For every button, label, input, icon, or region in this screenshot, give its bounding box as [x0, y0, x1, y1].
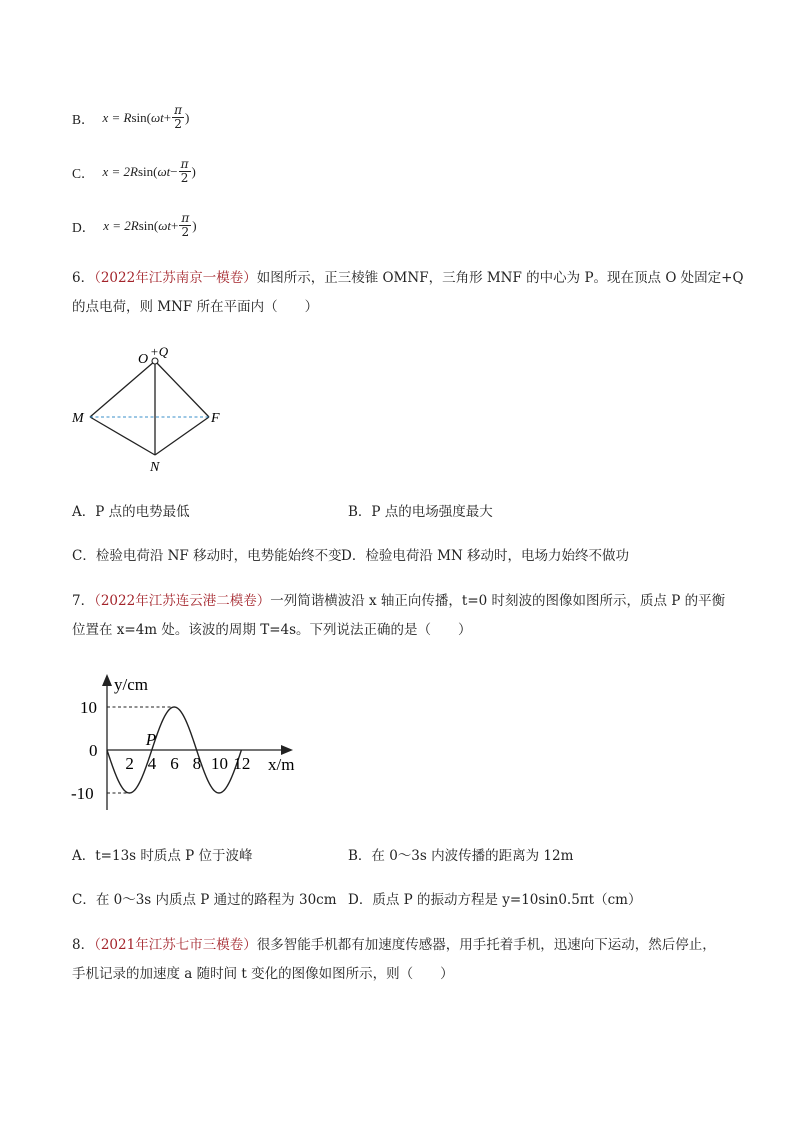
- q6-option-c: C．检验电荷沿 NF 移动时，电势能始终不变: [72, 548, 342, 564]
- edge-of: [155, 361, 209, 417]
- formula-func: sin(: [138, 163, 158, 179]
- edge-nf: [155, 417, 209, 455]
- option-c-row: [72, 158, 196, 185]
- q7-option-b: B．在 0～3s 内波传播的距离为 12m: [348, 848, 574, 864]
- q7-option-a: A．t=13s 时质点 P 位于波峰: [72, 848, 253, 864]
- edge-mn: [90, 417, 155, 455]
- q8-line-2: 手机记录的加速度 a 随时间 t 变化的图像如图所示，则（ ）: [72, 966, 454, 982]
- wave-axes: [102, 674, 294, 810]
- edge-om: [90, 361, 155, 417]
- fraction: [179, 212, 191, 239]
- q6-line-1: [72, 268, 744, 288]
- question-number: 8．: [72, 937, 95, 953]
- formula-close: ): [185, 109, 190, 125]
- x-tick-label: 10: [211, 754, 228, 773]
- question-text: 很多智能手机都有加速度传感器，用手托着手机，迅速向下运动，然后停止，: [256, 937, 716, 953]
- label-n: N: [150, 460, 160, 475]
- option-letter: D．: [72, 219, 96, 235]
- x-tick-label: 8: [192, 754, 202, 773]
- q7-line-1: [72, 591, 725, 611]
- q8-line-1: [72, 935, 716, 955]
- pyramid-figure: [66, 335, 236, 485]
- q6-option-b: B．P 点的电场强度最大: [348, 504, 493, 520]
- question-number: 7．: [72, 593, 95, 609]
- x-tick-label: 2: [125, 754, 134, 773]
- label-q: +Q: [150, 344, 169, 359]
- fraction: [179, 158, 191, 185]
- x-tick-label: 6: [170, 754, 179, 773]
- q6-line-2: 的点电荷，则 MNF 所在平面内（ ）: [72, 299, 319, 315]
- fraction-denominator: 2: [180, 171, 189, 185]
- question-source: （2021年江苏七市三模卷）: [94, 937, 257, 953]
- question-text: 一列简谐横波沿 x 轴正向传播，t=0 时刻波的图像如图所示，质点 P 的平衡: [270, 593, 726, 609]
- fraction-numerator: π: [174, 103, 183, 117]
- fraction-numerator: π: [180, 157, 189, 171]
- fraction-denominator: 2: [174, 117, 182, 131]
- x-tick-label: 12: [233, 754, 251, 773]
- fraction-denominator: 2: [181, 225, 190, 239]
- formula-close: ): [191, 163, 196, 179]
- fraction-numerator: π: [181, 211, 190, 225]
- question-source: （2022年江苏连云港二模卷）: [94, 593, 271, 609]
- x-tick-label: 4: [147, 754, 157, 773]
- formula-lhs: x = 2R: [103, 217, 139, 233]
- label-m: M: [72, 411, 84, 426]
- formula-op: +: [163, 109, 172, 125]
- option-d-row: [72, 212, 197, 239]
- formula-lhs: x = R: [102, 109, 132, 125]
- formula-func: sin(: [131, 109, 151, 125]
- q7-line-2: 位置在 x=4m 处。该波的周期 T=4s。下列说法正确的是（ ）: [72, 622, 472, 638]
- wave-chart: [60, 660, 320, 820]
- y-axis-label: y/cm: [114, 675, 148, 694]
- formula-lhs: x = 2R: [102, 163, 138, 179]
- y-tick-label: 0: [89, 741, 98, 760]
- formula-arg: ωt: [157, 163, 171, 179]
- option-b-row: [72, 104, 189, 131]
- x-axis-label: x/m: [268, 755, 295, 774]
- q6-option-a: A．P 点的电势最低: [72, 504, 190, 520]
- question-number: 6．: [72, 270, 95, 286]
- point-p-label: P: [145, 730, 157, 749]
- label-f: F: [211, 411, 220, 426]
- question-text: 如图所示，正三棱锥 OMNF，三角形 MNF 的中心为 P。现在顶点 O 处固定+Q: [256, 270, 744, 286]
- formula-op: +: [171, 217, 179, 233]
- y-tick-label: -10: [71, 784, 94, 803]
- fraction: [172, 104, 184, 131]
- formula-func: sin(: [138, 217, 159, 233]
- q7-option-c: C．在 0～3s 内质点 P 通过的路程为 30cm: [72, 892, 337, 908]
- formula-arg: ωt: [158, 217, 172, 233]
- label-o: O: [138, 352, 149, 367]
- q7-option-d: D．质点 P 的振动方程是 y=10sin0.5πt（cm）: [348, 892, 642, 908]
- option-letter: C．: [72, 165, 95, 181]
- q6-option-d: D．检验电荷沿 MN 移动时，电场力始终不做功: [341, 548, 630, 564]
- formula-arg: ωt: [151, 109, 164, 125]
- question-source: （2022年江苏南京一模卷）: [94, 270, 257, 286]
- option-letter: B．: [72, 111, 95, 127]
- formula-close: ): [192, 217, 197, 233]
- y-axis-arrow: [102, 674, 112, 686]
- x-axis-arrow: [281, 745, 293, 755]
- y-tick-label: 10: [80, 698, 97, 717]
- formula-op: −: [170, 163, 178, 179]
